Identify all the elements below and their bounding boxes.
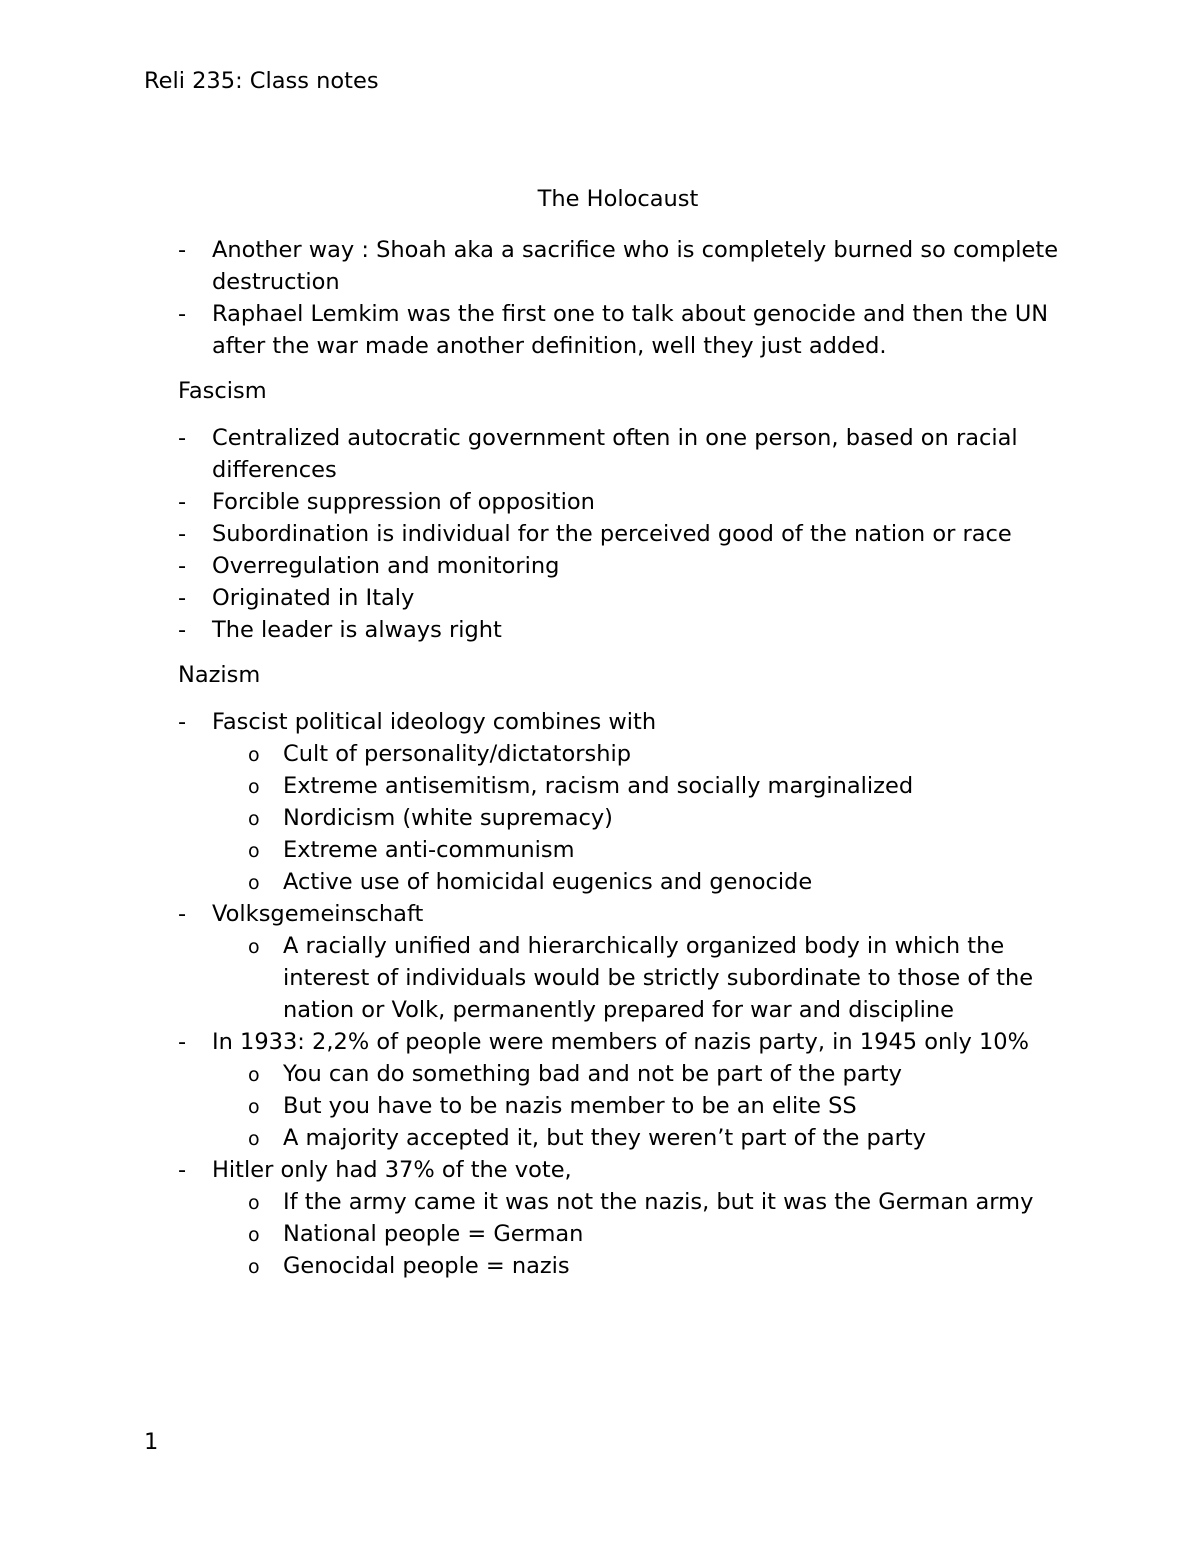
- sub-list-item-text: Extreme anti-communism: [283, 837, 575, 863]
- list-item: [178, 582, 1078, 614]
- list-item: [178, 614, 1078, 646]
- list-item: [178, 298, 1078, 362]
- sub-list-item-text: If the army came it was not the nazis, but it was the German army: [283, 1189, 1034, 1215]
- circle-bullet: o: [248, 776, 260, 798]
- dash-bullet: -: [178, 521, 187, 547]
- circle-bullet: o: [248, 1064, 260, 1086]
- intro-list: [178, 234, 1078, 362]
- circle-bullet: o: [248, 744, 260, 766]
- list-item-text: Centralized autocratic government often in one person, based on racial differences: [212, 425, 1018, 483]
- circle-bullet: o: [248, 1256, 260, 1278]
- list-item-text: Another way : Shoah aka a sacrifice who is completely burned so complete destruction: [212, 237, 1059, 295]
- list-item: [178, 1154, 1078, 1186]
- circle-bullet: o: [248, 1192, 260, 1214]
- list-item: [178, 550, 1078, 582]
- list-item-text: Forcible suppression of opposition: [212, 489, 595, 515]
- list-item-text: Volksgemeinschaft: [212, 901, 424, 927]
- sub-list-item-text: But you have to be nazis member to be an elite SS: [283, 1093, 857, 1119]
- list-item: [178, 898, 1078, 930]
- sub-list-item-text: National people = German: [283, 1221, 584, 1247]
- dash-bullet: -: [178, 901, 187, 927]
- dash-bullet: -: [178, 617, 187, 643]
- list-item-text: In 1933: 2,2% of people were members of nazis party, in 1945 only 10%: [212, 1029, 1029, 1055]
- nazism-list: [178, 706, 1078, 1282]
- sub-list-item: [178, 930, 1078, 1026]
- page-number: 1: [144, 1429, 159, 1455]
- dash-bullet: -: [178, 553, 187, 579]
- list-item-text: The leader is always right: [212, 617, 502, 643]
- list-item: [178, 518, 1078, 550]
- list-item: [178, 1026, 1078, 1058]
- sub-list-item: [178, 1090, 1078, 1122]
- sub-list-item-text: Nordicism (white supremacy): [283, 805, 613, 831]
- circle-bullet: o: [248, 936, 260, 958]
- circle-bullet: o: [248, 808, 260, 830]
- document-title: The Holocaust: [537, 186, 699, 212]
- sub-list-item: [178, 1122, 1078, 1154]
- list-item-text: Subordination is individual for the perceived good of the nation or race: [212, 521, 1012, 547]
- page-header-title: Reli 235: Class notes: [144, 68, 379, 94]
- dash-bullet: -: [178, 489, 187, 515]
- list-item: [178, 706, 1078, 738]
- sub-list-item: [178, 1058, 1078, 1090]
- section-heading-nazism: Nazism: [178, 662, 261, 688]
- list-item: [178, 422, 1078, 486]
- list-item-text: Fascist political ideology combines with: [212, 709, 657, 735]
- sub-list-item-text: A racially unified and hierarchically organized body in which the interest of individuals would be strictly subordinate to those of the nation or Volk, permanently prepared for war and discipline: [283, 933, 1034, 1023]
- sub-list-item-text: Cult of personality/dictatorship: [283, 741, 632, 767]
- dash-bullet: -: [178, 301, 187, 327]
- fascism-list: [178, 422, 1078, 646]
- circle-bullet: o: [248, 840, 260, 862]
- sub-list-item-text: Extreme antisemitism, racism and socially marginalized: [283, 773, 914, 799]
- dash-bullet: -: [178, 709, 187, 735]
- dash-bullet: -: [178, 237, 187, 263]
- list-item-text: Overregulation and monitoring: [212, 553, 560, 579]
- sub-list-item-text: Active use of homicidal eugenics and genocide: [283, 869, 813, 895]
- circle-bullet: o: [248, 1128, 260, 1150]
- sub-list-item-text: You can do something bad and not be part of the party: [283, 1061, 902, 1087]
- sub-list-item: [178, 834, 1078, 866]
- section-heading-fascism: Fascism: [178, 378, 267, 404]
- circle-bullet: o: [248, 872, 260, 894]
- list-item: [178, 234, 1078, 298]
- document-body: [178, 234, 1078, 1282]
- dash-bullet: -: [178, 585, 187, 611]
- sub-list-item: [178, 802, 1078, 834]
- sub-list-item: [178, 770, 1078, 802]
- dash-bullet: -: [178, 425, 187, 451]
- list-item-text: Originated in Italy: [212, 585, 415, 611]
- sub-list-item: [178, 1218, 1078, 1250]
- dash-bullet: -: [178, 1029, 187, 1055]
- sub-list-item: [178, 1250, 1078, 1282]
- list-item-text: Hitler only had 37% of the vote,: [212, 1157, 572, 1183]
- list-item: [178, 486, 1078, 518]
- sub-list-item: [178, 738, 1078, 770]
- circle-bullet: o: [248, 1224, 260, 1246]
- circle-bullet: o: [248, 1096, 260, 1118]
- sub-list-item: [178, 866, 1078, 898]
- sub-list-item-text: Genocidal people = nazis: [283, 1253, 570, 1279]
- dash-bullet: -: [178, 1157, 187, 1183]
- sub-list-item-text: A majority accepted it, but they weren’t part of the party: [283, 1125, 926, 1151]
- sub-list-item: [178, 1186, 1078, 1218]
- list-item-text: Raphael Lemkim was the first one to talk about genocide and then the UN after the war made another definition, well they just added.: [212, 301, 1049, 359]
